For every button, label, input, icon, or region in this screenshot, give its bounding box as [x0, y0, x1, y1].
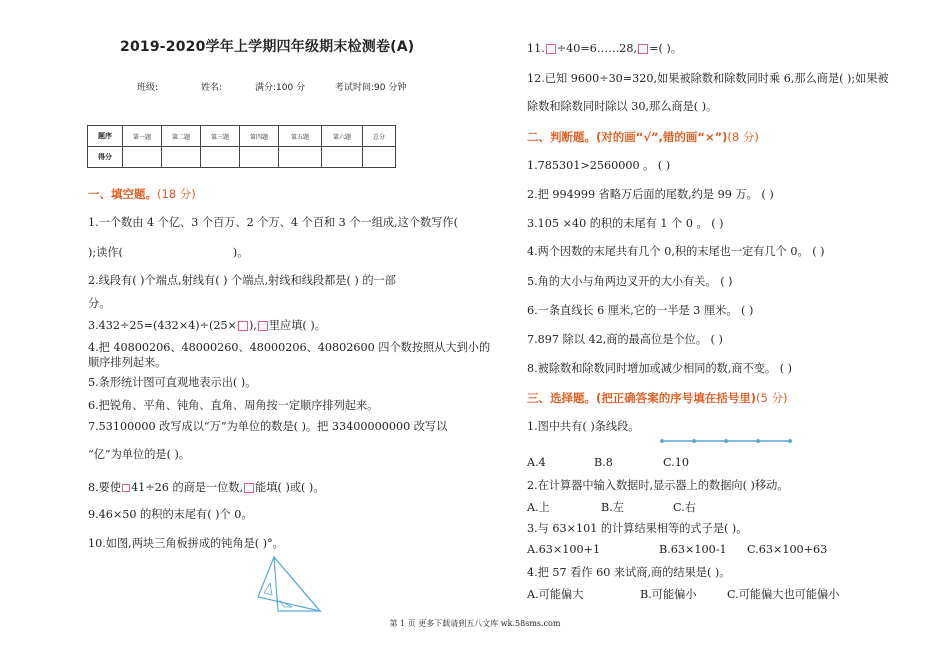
q3-text: 里应填( )。	[268, 319, 326, 332]
point-dot-icon	[660, 439, 664, 443]
line-segments-figure	[658, 436, 794, 446]
q11-text: 11.	[527, 42, 545, 55]
q11-text: ÷40=6……28,	[556, 42, 638, 55]
score-table-cell: 总分	[363, 126, 396, 147]
q1-text: )。	[232, 246, 249, 259]
choice-option[interactable]: C.右	[673, 501, 696, 514]
ruler-cutout-icon	[264, 583, 272, 595]
score-row-label: 得分	[88, 147, 123, 168]
blank-box-icon	[244, 483, 254, 493]
choice-option[interactable]: C.63×100+63	[747, 543, 828, 556]
exam-time: 考试时间:90 分钟	[335, 83, 407, 93]
section-choice-heading	[527, 390, 787, 406]
choice-option[interactable]: B.左	[601, 501, 624, 514]
name-label: 姓名:	[201, 83, 223, 93]
full-score: 满分:100 分	[255, 83, 306, 93]
set-square-30-60-icon	[258, 557, 320, 611]
judge-item: 1.785301>2560000 。 ( )	[527, 159, 671, 172]
question-2-line2: 分。	[88, 297, 111, 310]
question-3	[88, 317, 326, 333]
blank-box-icon	[258, 321, 268, 331]
score-table-score-row	[88, 147, 396, 168]
q3-text: 3.432÷25=(432×4)÷(25×	[88, 319, 237, 332]
judge-item: 6.一条直线长 6 厘米,它的一半是 3 厘米。 ( )	[527, 304, 754, 317]
question-8	[88, 479, 324, 495]
question-12: 12.已知 9600÷30=320,如果被除数和除数同时乘 6,那么商是( );如果被	[527, 72, 889, 85]
section-judge-heading	[527, 129, 759, 145]
choice-question-4: 4.把 57 看作 60 来试商,商的结果是( )。	[527, 566, 731, 579]
score-cell[interactable]	[201, 147, 240, 168]
choice-option[interactable]: C.可能偏大也可能偏小	[727, 588, 840, 601]
question-11	[527, 40, 682, 56]
q8-text: 41÷26 的商是一位数,	[131, 481, 244, 494]
judge-item: 2.把 994999 省略万后面的尾数,约是 99 万。 ( )	[527, 188, 774, 201]
question-9: 9.46×50 的积的末尾有( )个 0。	[88, 508, 253, 521]
score-table-cell: 第三题	[201, 126, 240, 147]
triangle-rulers-figure	[252, 555, 328, 613]
choice-option[interactable]: A.4	[527, 456, 546, 469]
question-6: 6.把锐角、平角、钝角、直角、周角按一定顺序排列起来。	[88, 399, 379, 412]
score-table-cell: 题序	[88, 126, 123, 147]
point-dot-icon	[724, 439, 728, 443]
question-7: 7.53100000 改写成以“万”为单位的数是( )。把 33400000000 改写以	[88, 420, 448, 433]
choice-option[interactable]: C.10	[663, 456, 689, 469]
score-cell[interactable]	[363, 147, 396, 168]
judge-item: 8.被除数和除数同时增加或减少相同的数,商不变。 ( )	[527, 362, 793, 375]
choice-option[interactable]: A.上	[527, 501, 550, 514]
choice-option[interactable]: B.可能偏小	[640, 588, 697, 601]
choice-option[interactable]: B.63×100-1	[659, 543, 727, 556]
section-title: 一、填空题。	[88, 187, 157, 201]
page-footer: 第 1 页 更多下载请到五八文库 wk.58sms.com	[389, 619, 561, 628]
score-cell[interactable]	[162, 147, 201, 168]
section-points: (8 分)	[727, 130, 759, 144]
score-cell[interactable]	[240, 147, 279, 168]
section-points: (5 分)	[756, 391, 788, 405]
score-table-cell: 第二题	[162, 126, 201, 147]
choice-option[interactable]: A.可能偏大	[527, 588, 584, 601]
question-2: 2.线段有( )个端点,射线有( ) 个端点,射线和线段都是( ) 的一部	[88, 274, 396, 287]
score-table-header-row	[88, 126, 396, 147]
page-title: 2019-2020学年上学期四年级期末检测卷(A)	[120, 39, 415, 55]
score-table-cell: 第五题	[279, 126, 322, 147]
class-label: 班级:	[137, 83, 159, 93]
score-table	[87, 125, 396, 168]
judge-item: 5.角的大小与角两边叉开的大小有关。 ( )	[527, 275, 733, 288]
question-5: 5.条形统计图可直观地表示出( )。	[88, 376, 257, 389]
choice-question-2: 2.在计算器中输入数据时,显示器上的数据向( )移动。	[527, 479, 789, 492]
choice-question-3: 3.与 63×101 的计算结果相等的式子是( )。	[527, 522, 748, 535]
section-title: 三、选择题。(把正确答案的序号填在括号里)	[527, 391, 757, 405]
question-4: 4.把 40800206、48000260、48000206、40802600 四个数按照从大到小的	[88, 341, 491, 354]
q11-text: =( )。	[649, 42, 682, 55]
score-cell[interactable]	[322, 147, 363, 168]
blank-box-icon	[638, 44, 648, 54]
question-7-line2: “亿”为单位的是( )。	[88, 448, 191, 461]
score-table-cell: 第六题	[322, 126, 363, 147]
section-points: (18 分)	[157, 187, 196, 201]
choice-option[interactable]: B.8	[594, 456, 613, 469]
point-dot-icon	[756, 439, 760, 443]
choice-option[interactable]: A.63×100+1	[527, 543, 601, 556]
score-cell[interactable]	[123, 147, 162, 168]
judge-item: 7.897 除以 42,商的最高位是个位。 ( )	[527, 333, 723, 346]
question-10: 10.如图,两块三角板拼成的钝角是( )°。	[88, 537, 284, 550]
score-table-cell: 第四题	[240, 126, 279, 147]
point-dot-icon	[692, 439, 696, 443]
q3-text: ),	[248, 319, 257, 332]
blank-box-icon	[122, 484, 130, 492]
blank-box-icon	[546, 44, 556, 54]
point-dot-icon	[788, 439, 792, 443]
score-table-cell: 第一题	[123, 126, 162, 147]
section-fill-blank-heading	[88, 186, 196, 202]
question-4-line2: 顺序排列起来。	[88, 356, 167, 369]
choice-question-1: 1.图中共有( )条线段。	[527, 420, 640, 433]
blank-box-icon	[238, 321, 248, 331]
judge-item: 3.105 ×40 的积的末尾有 1 个 0 。 ( )	[527, 217, 724, 230]
judge-item: 4.两个因数的末尾共有几个 0,积的末尾也一定有几个 0。 ( )	[527, 245, 825, 258]
question-1-line2	[88, 244, 248, 260]
score-cell[interactable]	[279, 147, 322, 168]
q1-text: );读作(	[88, 246, 123, 259]
question-12-line2: 除数和除数同时除以 30,那么商是( )。	[527, 100, 718, 113]
question-1: 1.一个数由 4 个亿、3 个百万、2 个万、4 个百和 3 个一组成,这个数写作(	[88, 216, 458, 229]
q8-text: 能填( )或( )。	[255, 481, 325, 494]
section-title: 二、判断题。(对的画“√”,错的画“×”)	[527, 130, 728, 144]
q8-text: 8.要使	[88, 481, 122, 494]
